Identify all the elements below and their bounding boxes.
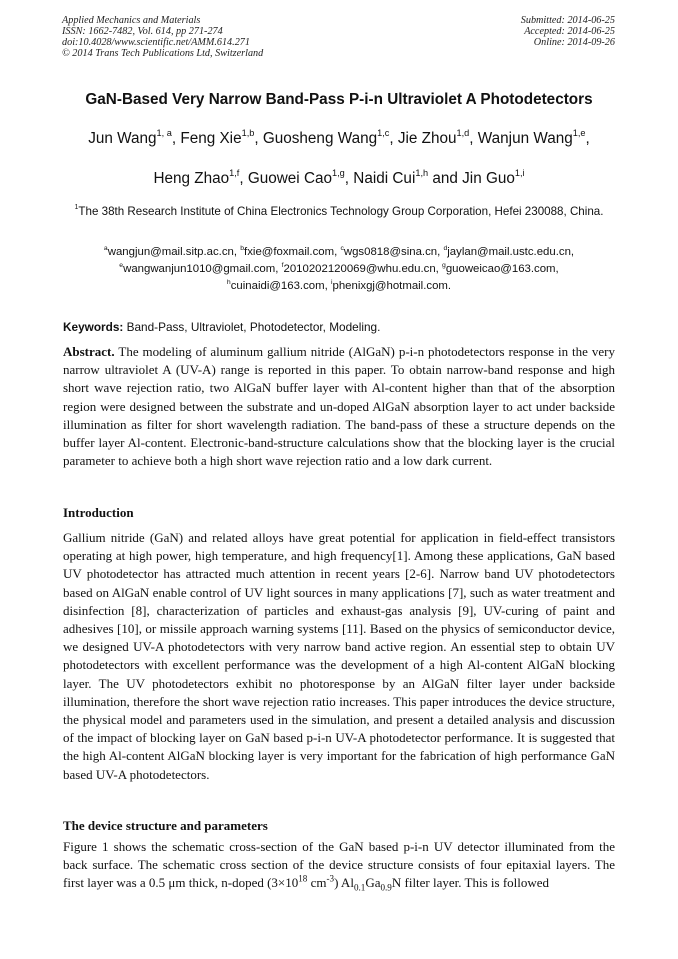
affiliation [62, 203, 616, 220]
journal-name: Applied Mechanics and Materials [62, 15, 201, 26]
affiliation-mark: 1 [74, 204, 79, 212]
author-name: Jie Zhou [397, 130, 457, 147]
journal-header-right [521, 15, 615, 48]
issn-line: ISSN: 1662-7482, Vol. 614, pp 271-274 [62, 26, 223, 37]
keywords-text: Band-Pass, Ultraviolet, Photodetector, Modeling. [126, 320, 381, 334]
journal-header-left [62, 15, 263, 59]
email-address: wgs0818@sina.cn [343, 246, 438, 258]
accepted-date: Accepted: 2014-06-25 [524, 26, 615, 37]
author-affil-mark: 1,f [229, 168, 240, 178]
author-affil-mark: 1,g [332, 168, 345, 178]
email-line-2: $^e$wangwanjun1010@gmail.com, $^f$2010202120069@whu.edu.cn, $^g$guoweicao@163.com, [119, 261, 559, 275]
copyright-line: © 2014 Trans Tech Publications Ltd, Switzerland [62, 48, 264, 59]
email-address: guoweicao@163.com [445, 263, 556, 275]
author-name: Heng Zhao [153, 170, 230, 187]
online-date: Online: 2014-09-26 [533, 37, 615, 48]
email-address: phenixgj@hotmail.com [332, 280, 448, 292]
email-line-1: $^a$wangjun@mail.sitp.ac.cn, $^b$fxie@foxmail.com, $^c$wgs0818@sina.cn, $^d$jaylan@mail.ustc.edu.cn, [103, 244, 575, 258]
structure-heading: The device structure and parameters [63, 818, 268, 833]
author-name: Guowei Cao [247, 170, 333, 187]
email-address: wangjun@mail.sitp.ac.cn [107, 246, 234, 258]
author-name: Guosheng Wang [262, 130, 378, 147]
email-address: fxie@foxmail.com [244, 246, 335, 258]
submitted-date: Submitted: 2014-06-25 [520, 15, 615, 26]
introduction-text: Gallium nitride (GaN) and related alloys have great potential for application in field-effect transistors operating at high power, high temperature, and high frequency[1]. Among these applications, GaN based UV photodetector has attracted much attention in recent years [2-6]. Narrow band UV photodetectors based on AlGaN enable control of UV light sources in many applications [7], such as water treatment and disinfection [8], characterization of particles and exhaust-gas analysis [9], UV-curing of paint and adhesives [10], or missile approach warning systems [11]. Based on the physics of semiconductor device, we designed UV-A photodetectors with very narrow band active region. An essential step to obtain UV photodetectors with excellent performance was the development of a high Al-content AlGaN blocking layer. The UV photodetectors exhibit no photoresponse by an AlGaN filter layer under backside illumination, therefore the short wave rejection ratio increases. This paper introduces the device structure, the physical model and parameters used in the simulation, and present a detailed analysis and discussion of the impact of blocking layer on GaN based p-i-n UV-A photodetector performance. It is suggested that the high Al-content AlGaN blocking layer is very important for the fabrication of high performance GaN based UV-A photodetectors. [63, 530, 615, 782]
email-line-3: $^h$cuinaidi@163.com, $^i$phenixgj@hotmail.com. [226, 278, 452, 292]
abstract-label: Abstract. [63, 344, 115, 359]
author-affil-mark: 1,b [241, 128, 255, 138]
author-affil-mark: 1,h [415, 168, 429, 178]
introduction-heading: Introduction [63, 505, 134, 520]
affiliation-text: The 38th Research Institute of China Electronics Technology Group Corporation, Hefei 230088, China. [78, 205, 604, 218]
abstract-text: The modeling of aluminum gallium nitride (AlGaN) p-i-n photodetectors response in the very narrow ultraviolet A (UV-A) range is reported in this paper. To obtain narrow-band response and high short wave rejection ratio, two AlGaN buffer layer with Al-content higher than that of the absorption region were designed between the substrate and un-doped AlGaN absorption layer to act under backside illumination as filter for short wavelength radiation. The band-pass of these a structure depends on the buffer layer Al-content. Electronic-band-structure calculations show that the blocking layer is the crucial parameter to achieve both a high short wave rejection ratio and a low dark current. [63, 344, 616, 469]
author-affil-mark: 1,i [514, 168, 525, 178]
author-name: Jin Guo [462, 170, 515, 187]
paper-title: GaN-Based Very Narrow Band-Pass P-i-n Ultraviolet A Photodetectors [85, 91, 593, 108]
author-name: Wanjun Wang [477, 130, 573, 147]
author-affil-mark: 1, a [156, 128, 172, 138]
author-emails [62, 244, 616, 295]
author-name: Jun Wang [88, 130, 157, 147]
keywords-label: Keywords: [63, 320, 124, 334]
structure-text: Figure 1 shows the schematic cross-section of the GaN based p-i-n UV detector illuminated from the back surface. The schematic cross section of the device structure consists of four epitaxial layers. The first layer was a 0.5 μm thick, n-doped ($3\times 10^{18}$ $cm^{-3}$) $Al_{0.1}Ga_{0.9}N$ filter layer. This is followed [63, 839, 615, 893]
email-address: jaylan@mail.ustc.edu.cn [447, 246, 571, 258]
keywords [63, 320, 380, 334]
abstract [63, 343, 615, 470]
doi-line: doi:10.4028/www.scientific.net/AMM.614.271 [62, 37, 250, 48]
author-name: Naidi Cui [353, 170, 416, 187]
email-address: wangwanjun1010@gmail.com [123, 263, 276, 275]
author-affil-mark: 1,c [377, 128, 390, 138]
email-address: 2010202120069@whu.edu.cn [283, 263, 436, 275]
author-line-1: Jun Wang$^{1, a}$, Feng Xie$^{1,b}$, Guosheng Wang$^{1,c}$, Jie Zhou$^{1,d}$, Wanjun Wang$^{1,e}$, [88, 128, 590, 147]
author-name: Feng Xie [180, 130, 242, 147]
author-affil-mark: 1,e [572, 128, 586, 138]
author-line-2: Heng Zhao$^{1,f}$, Guowei Cao$^{1,g}$, Naidi Cui$^{1,h}$ and Jin Guo$^{1,i}$ [153, 168, 525, 187]
author-affil-mark: 1,d [456, 128, 470, 138]
email-address: cuinaidi@163.com [230, 280, 325, 292]
